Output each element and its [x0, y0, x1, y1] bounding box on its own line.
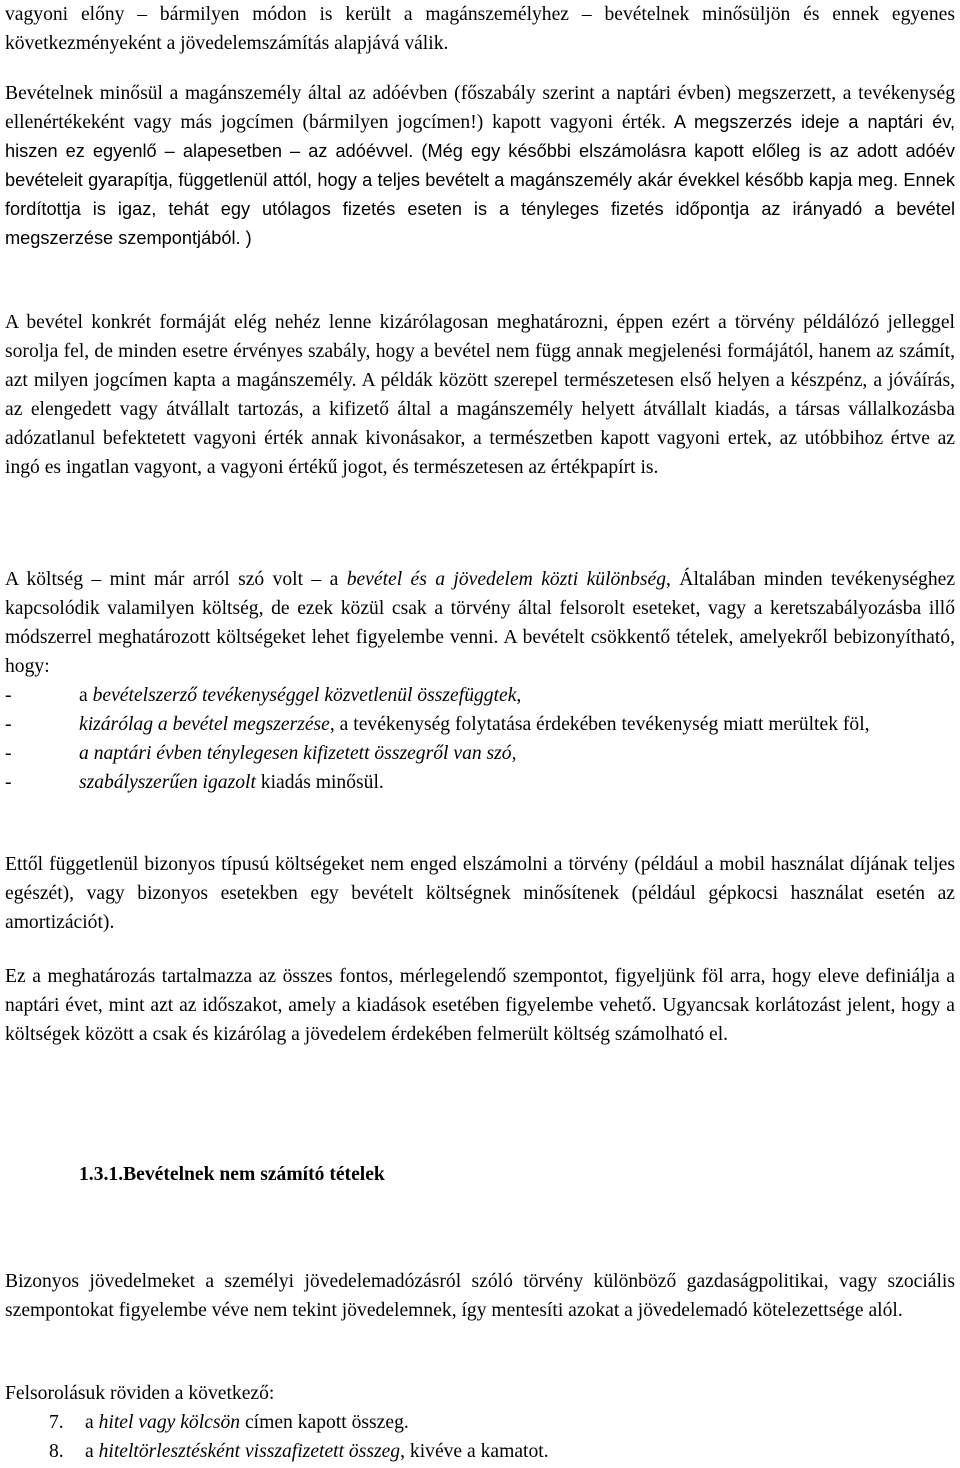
- list-text: ,: [516, 685, 522, 706]
- list-italic: hitel vagy kölcsön: [98, 1412, 241, 1433]
- paragraph-text: Felsorolásuk röviden a következő:: [5, 1383, 275, 1404]
- paragraph-cost-definition: [5, 565, 955, 681]
- paragraph-text: A költség – mint már arról szó volt – a: [5, 569, 347, 590]
- list-marker: -: [5, 772, 12, 793]
- paragraph-text: Bizonyos jövedelmeket a személyi jövedelemadózásról szóló törvény különböző gazdaságpolitikai, vagy szociális szempontokat figyelembe véve nem tekint jövedelemnek, így mentesíti azokat a jövedelemadó kötelezettsége alól.: [5, 1271, 955, 1321]
- non-income-list: [5, 1408, 955, 1466]
- list-text: , kivéve a kamatot.: [400, 1441, 549, 1462]
- paragraph-text-sans: A megszerzés ideje a naptári év, hiszen ez egyenlő – alapesetben – az adóévvel. (Még egy későbbi elszámolásra kapott előleg is az adott adóév bevételeit gyarapítja, függetlenül attól, hogy a teljes bevételt a magánszemély akár évekkel később kapja meg. Ennek fordítottja is igaz, tehát egy utólagos fizetés eseten is a tényleges fizetés időpontja az irányadó a bevétel megszerzése szempontjából. ): [5, 112, 956, 248]
- list-item: [5, 1437, 955, 1466]
- list-text: a: [85, 1412, 99, 1433]
- list-item: [5, 768, 955, 797]
- list-text: a: [85, 1441, 99, 1462]
- list-italic: a naptári évben ténylegesen kifizetett összegről van szó,: [79, 743, 517, 764]
- list-italic: kizárólag a bevétel megszerzése: [79, 714, 330, 735]
- list-italic: szabályszerűen igazolt: [79, 772, 256, 793]
- section-heading: [79, 1160, 879, 1189]
- paragraph-text: Ugyancsak korlátozást jelent, hogy a költségek között a csak és kizárólag a jövedelem érdekében felmerült költség számolható el.: [5, 995, 955, 1045]
- list-text: , a tevékenység folytatása érdekében tevékenység miatt merültek föl,: [329, 714, 870, 735]
- paragraph-text: Ez a meghatározás tartalmazza az összes fontos, mérlegelendő szempontot, figyeljünk föl arra, hogy eleve definiálja a naptári évet, mint azt az időszakot, amely a kiadások esetében figyelembe vehető.: [5, 966, 955, 1016]
- paragraph-cost-period: [5, 962, 955, 1049]
- paragraph-income-forms: [5, 308, 955, 482]
- list-marker: -: [5, 685, 12, 706]
- paragraph-non-income: [5, 1267, 955, 1325]
- paragraph-cost-exceptions: [5, 850, 955, 937]
- section-number: 1.3.1.: [79, 1164, 124, 1185]
- section-title: Bevételnek nem számító tételek: [123, 1164, 385, 1185]
- list-item: [5, 1408, 955, 1437]
- paragraph-text: A bevétel konkrét formáját elég nehéz lenne kizárólagosan meghatározni, éppen ezért a törvény példálózó jelleggel sorolja fel, de minden esetre érvényes szabály, hogy a bevétel nem függ annak megjelenési formájától, hanem az számít, azt milyen jogcímen kapta a magánszemély.: [5, 312, 955, 391]
- list-italic: bevételszerző tevékenységgel közvetlenül összefüggtek: [92, 685, 517, 706]
- paragraph-italic: bevétel és a jövedelem közti különbség: [346, 569, 667, 590]
- list-item: [5, 681, 955, 710]
- list-italic: hiteltörlesztésként visszafizetett összeg: [98, 1441, 401, 1462]
- paragraph-text: A példák között szerepel természetesen első helyen a készpénz, a jóváírás, az elengedett vagy átvállalt tartozás, a kifizető által a magánszemély helyett átvállalt kiadás, a társas vállalkozásba adózatlanul befektetett vagyoni érték annak kivonásakor, a természetben kapott vagyoni ertek, az utóbbihoz értve az ingó es ingatlan vagyont, a vagyoni értékű jogot, és természetesen az értékpapírt is.: [5, 370, 955, 478]
- paragraph-text: Bevételnek minősül a magánszemély által az adóévben (főszabály szerint a naptári évben) megszerzett, a tevékenység ellenértékeként vagy más jogcímen (bármilyen jogcímen!) kapott vagyoni érték.: [5, 83, 955, 133]
- list-item: [5, 739, 955, 768]
- list-marker: 8.: [49, 1441, 64, 1462]
- list-item: [5, 710, 955, 739]
- paragraph-text: vagyoni előny – bármilyen módon is került a magánszemélyhez – bevételnek minősüljön és ennek egyenes következményeként a jövedelemszámítás alapjává válik.: [5, 4, 955, 54]
- paragraph-text: A bevételt csökkentő tételek, amelyekről bebizonyítható, hogy:: [5, 627, 956, 677]
- list-marker: 7.: [49, 1412, 64, 1433]
- paragraph-list-intro: [5, 1379, 955, 1408]
- paragraph-income-definition: [5, 79, 955, 253]
- list-text: kiadás minősül.: [255, 772, 384, 793]
- list-marker: -: [5, 714, 12, 735]
- list-text: címen kapott összeg.: [240, 1412, 409, 1433]
- list-marker: -: [5, 743, 12, 764]
- cost-criteria-list: [5, 681, 955, 797]
- paragraph-intro-continuation: [5, 0, 955, 58]
- list-text: a: [79, 685, 93, 706]
- paragraph-text: , Általában minden tevékenységhez kapcsolódik valamilyen költség, de ezek közül csak a törvény által felsorolt eseteket, vagy a keretszabályozásba illő módszerrel meghatározott költségeket lehet figyelembe venni.: [5, 569, 956, 648]
- paragraph-text: Ettől függetlenül bizonyos típusú költségeket nem enged elszámolni a törvény (például a mobil használat díjának teljes egészét), vagy bizonyos esetekben egy bevételt költségnek minősítenek (például gépkocsi használat esetén az amortizációt).: [5, 854, 955, 933]
